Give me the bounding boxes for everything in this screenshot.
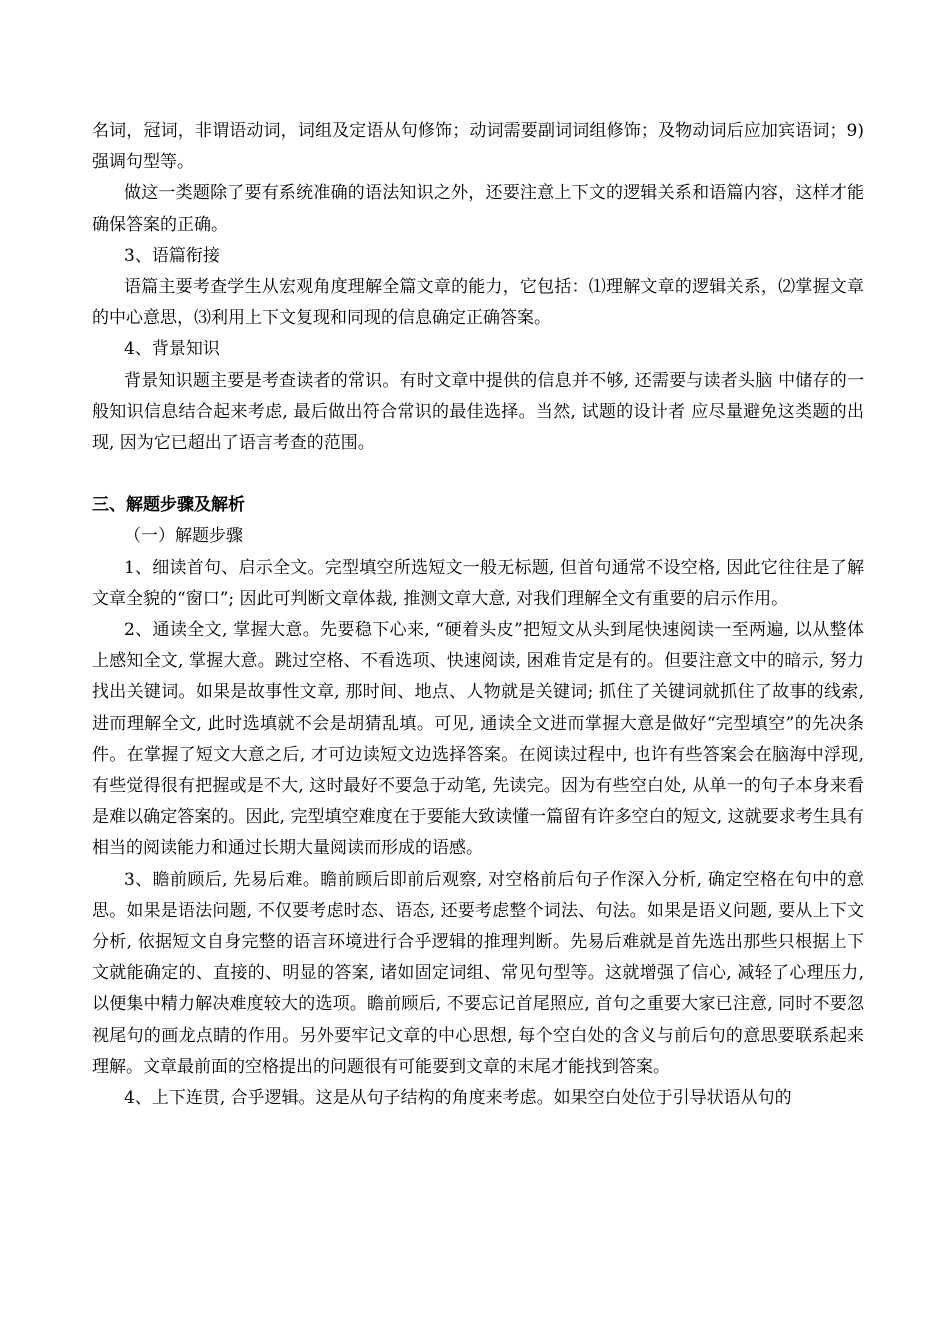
discourse-paragraph: 语篇主要考查学生从宏观角度理解全篇文章的能力，它包括：⑴理解文章的逻辑关系，⑵掌握文章的中心意思，⑶利用上下文复现和同现的信息确定正确答案。 <box>92 277 864 329</box>
background-paragraph: 背景知识题主要是考查读者的常识。有时文章中提供的信息并不够, 还需要与读者头脑 中储存的一般知识信息结合起来考虑, 最后做出符合常识的最佳选择。当然, 试题的设计者 应尽量避免这类题的出现, 因为它已超出了语言考查的范围。 <box>92 370 864 454</box>
logic-paragraph: 做这一类题除了要有系统准确的语法知识之外，还要注意上下文的逻辑关系和语篇内容，这样才能确保答案的正确。 <box>92 183 864 235</box>
section-gap <box>92 459 864 490</box>
step-1-paragraph: 1、细读首句、启示全文。完型填空所选短文一般无标题, 但首句通常不设空格, 因此它往往是了解文章全貌的“窗口”; 因此可判断文章体裁, 推测文章大意, 对我们理解全文有重要的启示作用。 <box>92 557 864 609</box>
subheading-steps: （一）解题步骤 <box>124 526 243 547</box>
step-3-paragraph: 3、瞻前顾后, 先易后难。瞻前顾后即前后观察, 对空格前后句子作深入分析, 确定空格在句中的意思。如果是语法问题, 不仅要考虑时态、语态, 还要考虑整个词法、句法。如果是语义问题, 要从上下文分析, 依据短文自身完整的语言环境进行合乎逻辑的推理判断。先易后难就是首先选出那些只根据上下文就能确定的、直接的、明显的答案, 诸如固定词组、常见句型等。这就增强了信心, 减轻了心理压力, 以便集中精力解决难度较大的选项。瞻前顾后, 不要忘记首尾照应, 首句之重要大家已注意, 同时不要忽视尾句的画龙点睛的作用。另外要牢记文章的中心思想, 每个空白处的含义与前后句的意思要联系起来理解。文章最前面的空格提出的问题很有可能要到文章的末尾才能找到答案。 <box>92 869 864 1077</box>
heading-discourse-cohesion: 3、语篇衔接 <box>124 245 220 266</box>
step-4-paragraph: 4、上下连贯, 合乎逻辑。这是从句子结构的角度来考虑。如果空白处位于引导状语从句的 <box>124 1088 792 1109</box>
section-heading-steps: 三、解题步骤及解析 <box>92 495 245 516</box>
heading-background-knowledge: 4、背景知识 <box>124 339 220 360</box>
step-2-paragraph: 2、通读全文, 掌握大意。先要稳下心来, “硬着头皮”把短文从头到尾快速阅读一至两遍, 以从整体上感知全文, 掌握大意。跳过空格、不看选项、快速阅读, 困难肯定是有的。但要注意文中的暗示, 努力找出关键词。如果是故事性文章, 那时间、地点、人物就是关键词; 抓住了关键词就抓住了故事的线索, 进而理解全文, 此时选填就不会是胡猜乱填。可见, 通读全文进而掌握大意是做好“完型填空”的先决条件。在掌握了短文大意之后, 才可边读短文边选择答案。在阅读过程中, 也许有些答案会在脑海中浮现, 有些觉得很有把握或是不大, 这时最好不要急于动笔, 先读完。因为有些空白处, 从单一的句子本身来看是难以确定答案的。因此, 完型填空难度在于要能大致读懂一篇留有许多空白的短文, 这就要求考生具有相当的阅读能力和通过长期大量阅读而形成的语感。 <box>92 620 864 859</box>
document-page <box>92 116 864 1114</box>
continued-paragraph: 名词，冠词，非谓语动词，词组及定语从句修饰；动词需要副词词组修饰；及物动词后应加宾语词；9)强调句型等。 <box>92 121 864 173</box>
